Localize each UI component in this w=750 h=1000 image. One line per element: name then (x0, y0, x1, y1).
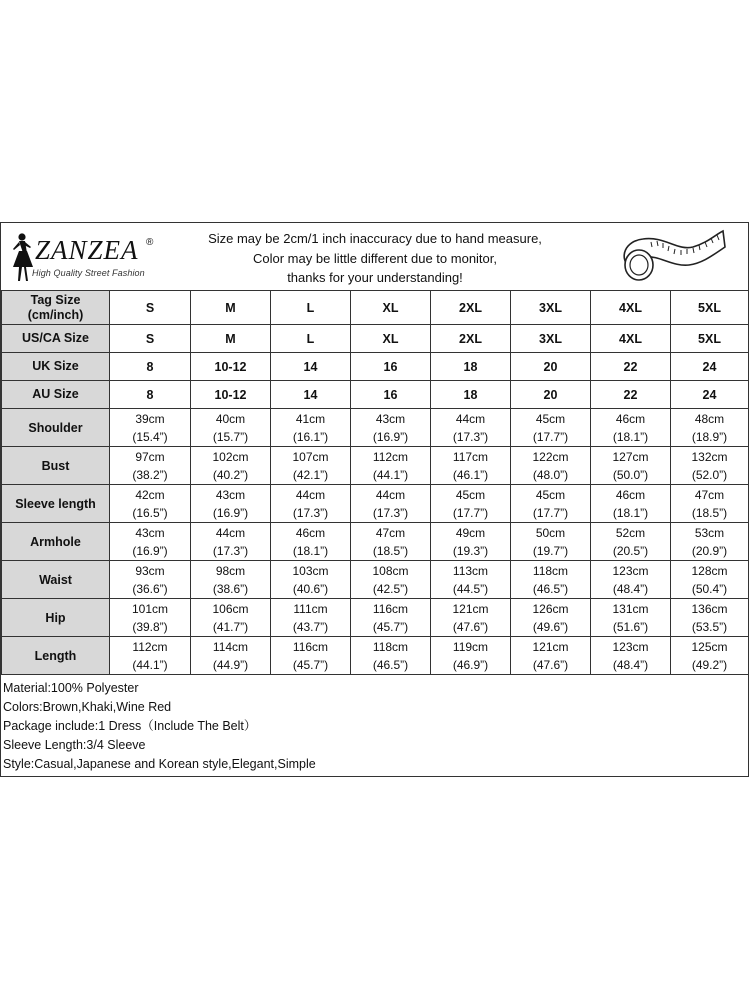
measurement-cell (191, 637, 271, 675)
cm-value: 102cm (212, 449, 249, 464)
measurement-cell (591, 485, 671, 523)
detail-style: Style:Casual,Japanese and Korean style,Elegant,Simple (3, 757, 316, 771)
measurement-cell (191, 599, 271, 637)
inch-value: (17.3”) (292, 505, 329, 520)
measurement-cell (591, 447, 671, 485)
cm-value: 46cm (615, 411, 646, 426)
measurement-cell (110, 485, 191, 523)
inch-value: (43.7”) (292, 619, 329, 634)
cm-value: 42cm (135, 487, 165, 502)
cm-value: 52cm (615, 525, 646, 540)
measurement-cell (591, 561, 671, 599)
notice-line: thanks for your understanding! (287, 270, 463, 285)
cm-value: 46cm (295, 525, 326, 540)
cm-value: 47cm (694, 487, 725, 502)
inch-value: (17.7”) (532, 505, 569, 520)
cm-value: 46cm (615, 487, 646, 502)
size-cell: 14 (271, 381, 351, 409)
inch-value: (15.4”) (132, 429, 168, 444)
inch-value: (42.5”) (372, 581, 409, 596)
detail-sleeve-length: Sleeve Length:3/4 Sleeve (3, 738, 146, 752)
measurement-cell (671, 485, 749, 523)
size-cell: 16 (351, 381, 431, 409)
inch-value: (16.9”) (212, 505, 249, 520)
measurement-cell (351, 447, 431, 485)
inch-value: (18.1”) (612, 505, 649, 520)
measurement-cell (431, 599, 511, 637)
inch-value: (46.5”) (372, 657, 409, 672)
size-cell: L (271, 325, 351, 353)
measurement-cell (271, 561, 351, 599)
size-cell: 18 (431, 381, 511, 409)
measurement-row (2, 637, 749, 675)
measurement-cell (671, 523, 749, 561)
measurement-row (2, 523, 749, 561)
inch-value: (18.1”) (292, 543, 329, 558)
row-label: Bust (2, 447, 110, 485)
cm-value: 114cm (212, 639, 249, 654)
cm-value: 123cm (612, 563, 649, 578)
measurement-cell (191, 561, 271, 599)
measurement-cell (591, 637, 671, 675)
measurement-cell (351, 637, 431, 675)
cm-value: 103cm (292, 563, 329, 578)
size-cell: L (271, 291, 351, 325)
inch-value: (45.7”) (292, 657, 329, 672)
row-label: UK Size (2, 353, 110, 381)
measurement-cell (511, 409, 591, 447)
inch-value: (19.7”) (532, 543, 569, 558)
row-label: US/CA Size (2, 325, 110, 353)
measurement-row (2, 599, 749, 637)
inch-value: (18.5”) (691, 505, 728, 520)
measurement-cell (271, 447, 351, 485)
size-cell: 4XL (591, 291, 671, 325)
cm-value: 116cm (372, 601, 409, 616)
cm-value: 123cm (612, 639, 649, 654)
cm-value: 44cm (375, 487, 406, 502)
size-cell: XL (351, 325, 431, 353)
inch-value: (50.0”) (612, 467, 649, 482)
size-cell: S (110, 325, 191, 353)
registered-mark: ® (146, 237, 154, 248)
measurement-cell (110, 637, 191, 675)
size-cell: 16 (351, 353, 431, 381)
measurement-cell (671, 409, 749, 447)
cm-value: 39cm (135, 411, 165, 426)
size-row (2, 291, 749, 325)
inch-value: (44.5”) (452, 581, 489, 596)
row-label: Hip (2, 599, 110, 637)
measurement-cell (511, 485, 591, 523)
measurement-cell (591, 599, 671, 637)
cm-value: 121cm (532, 639, 569, 654)
measurement-cell (110, 561, 191, 599)
cm-value: 97cm (135, 449, 165, 464)
size-cell: S (110, 291, 191, 325)
cm-value: 112cm (372, 449, 409, 464)
size-cell: 20 (511, 381, 591, 409)
cm-value: 126cm (532, 601, 569, 616)
measurement-cell (431, 485, 511, 523)
size-table (1, 290, 749, 675)
size-cell: 14 (271, 353, 351, 381)
measurement-cell (191, 523, 271, 561)
row-label: Sleeve length (2, 485, 110, 523)
measurement-row (2, 485, 749, 523)
size-cell: 24 (671, 381, 749, 409)
inch-value: (20.9”) (691, 543, 728, 558)
cm-value: 132cm (691, 449, 728, 464)
measurement-cell (511, 599, 591, 637)
detail-colors: Colors:Brown,Khaki,Wine Red (3, 700, 172, 714)
inch-value: (17.3”) (212, 543, 249, 558)
inch-value: (48.0”) (532, 467, 569, 482)
notice-line: Color may be little different due to monitor, (253, 250, 497, 266)
cm-value: 101cm (131, 601, 169, 616)
size-cell: 24 (671, 353, 749, 381)
inch-value: (44.1”) (372, 467, 409, 482)
measurement-cell (591, 523, 671, 561)
cm-value: 44cm (295, 487, 326, 502)
brand-tagline: High Quality Street Fashion (32, 268, 145, 278)
measurement-cell (110, 523, 191, 561)
cm-value: 47cm (375, 525, 406, 540)
measurement-cell (671, 561, 749, 599)
inch-value: (17.3”) (372, 505, 409, 520)
detail-material: Material:100% Polyester (3, 681, 139, 695)
measurement-cell (431, 523, 511, 561)
inch-value: (18.9”) (691, 429, 728, 444)
row-label: Tag Size (cm/inch) (2, 291, 110, 325)
measurement-cell (671, 447, 749, 485)
cm-value: 50cm (535, 525, 566, 540)
inch-value: (41.7”) (212, 619, 249, 634)
row-label: AU Size (2, 381, 110, 409)
size-cell: 10-12 (191, 353, 271, 381)
measurement-cell (431, 561, 511, 599)
size-row (2, 325, 749, 353)
cm-value: 45cm (535, 411, 566, 426)
row-label: Waist (2, 561, 110, 599)
cm-value: 111cm (293, 601, 328, 616)
measurement-cell (271, 599, 351, 637)
measurement-cell (271, 637, 351, 675)
measurement-cell (591, 409, 671, 447)
inch-value: (49.6”) (532, 619, 569, 634)
size-cell: 5XL (671, 325, 749, 353)
brand-name: ZANZEA (35, 235, 139, 265)
measurement-cell (511, 447, 591, 485)
inch-value: (15.7”) (212, 429, 249, 444)
cm-value: 53cm (694, 525, 725, 540)
cm-value: 118cm (532, 563, 569, 578)
inch-value: (52.0”) (691, 467, 728, 482)
inch-value: (47.6”) (452, 619, 489, 634)
measurement-cell (110, 409, 191, 447)
measurement-cell (671, 599, 749, 637)
inch-value: (19.3”) (452, 543, 489, 558)
size-cell: 20 (511, 353, 591, 381)
size-chart-header (1, 223, 748, 291)
measurement-notice (185, 229, 565, 288)
cm-value: 112cm (132, 639, 168, 654)
inch-value: (46.5”) (532, 581, 569, 596)
size-cell: 22 (591, 381, 671, 409)
inch-value: (16.9”) (372, 429, 409, 444)
row-label: Armhole (2, 523, 110, 561)
inch-value: (40.2”) (212, 467, 249, 482)
size-cell: 3XL (511, 325, 591, 353)
inch-value: (16.5”) (132, 505, 168, 520)
measurement-cell (271, 409, 351, 447)
cm-value: 117cm (452, 449, 489, 464)
inch-value: (48.4”) (612, 657, 649, 672)
inch-value: (53.5”) (691, 619, 728, 634)
cm-value: 93cm (135, 563, 165, 578)
cm-value: 107cm (292, 449, 329, 464)
size-row (2, 381, 749, 409)
cm-value: 45cm (455, 487, 486, 502)
cm-value: 125cm (691, 639, 728, 654)
inch-value: (17.3”) (452, 429, 489, 444)
cm-value: 43cm (375, 411, 406, 426)
detail-package: Package include:1 Dress（Include The Belt） (3, 719, 257, 733)
inch-value: (17.7”) (452, 505, 489, 520)
cm-value: 121cm (452, 601, 489, 616)
size-cell: 8 (110, 353, 191, 381)
inch-value: (50.4”) (691, 581, 728, 596)
measurement-cell (351, 599, 431, 637)
cm-value: 118cm (372, 639, 409, 654)
cm-value: 41cm (295, 411, 326, 426)
measurement-cell (511, 637, 591, 675)
measurement-cell (351, 523, 431, 561)
measurement-cell (431, 447, 511, 485)
size-cell: 10-12 (191, 381, 271, 409)
inch-value: (39.8”) (132, 619, 168, 634)
measurement-cell (431, 409, 511, 447)
cm-value: 116cm (292, 639, 329, 654)
measurement-cell (110, 447, 191, 485)
inch-value: (44.9”) (212, 657, 249, 672)
measurement-cell (671, 637, 749, 675)
measurement-cell (191, 409, 271, 447)
size-cell: 22 (591, 353, 671, 381)
measurement-row (2, 409, 749, 447)
inch-value: (51.6”) (612, 619, 649, 634)
cm-value: 131cm (612, 601, 649, 616)
inch-value: (36.6”) (132, 581, 168, 596)
cm-value: 127cm (612, 449, 649, 464)
cm-value: 113cm (452, 563, 489, 578)
cm-value: 43cm (135, 525, 165, 540)
measurement-cell (351, 485, 431, 523)
inch-value: (17.7”) (532, 429, 569, 444)
inch-value: (49.2”) (691, 657, 728, 672)
size-cell: 4XL (591, 325, 671, 353)
product-details (3, 679, 316, 774)
size-chart (0, 222, 749, 777)
inch-value: (16.9”) (132, 543, 168, 558)
measurement-cell (351, 561, 431, 599)
cm-value: 119cm (452, 639, 489, 654)
measurement-cell (110, 599, 191, 637)
inch-value: (40.6”) (292, 581, 329, 596)
size-cell: XL (351, 291, 431, 325)
row-label: Length (2, 637, 110, 675)
size-cell: M (191, 291, 271, 325)
inch-value: (44.1”) (132, 657, 168, 672)
size-cell: 3XL (511, 291, 591, 325)
row-label: Shoulder (2, 409, 110, 447)
measurement-cell (271, 523, 351, 561)
inch-value: (18.5”) (372, 543, 409, 558)
measurement-cell (191, 447, 271, 485)
inch-value: (38.2”) (132, 467, 168, 482)
measurement-cell (351, 409, 431, 447)
inch-value: (18.1”) (612, 429, 649, 444)
measurement-cell (191, 485, 271, 523)
cm-value: 108cm (372, 563, 409, 578)
measurement-row (2, 561, 749, 599)
cm-value: 40cm (215, 411, 246, 426)
cm-value: 48cm (694, 411, 725, 426)
inch-value: (48.4”) (612, 581, 649, 596)
inch-value: (20.5”) (612, 543, 649, 558)
size-row (2, 353, 749, 381)
measuring-tape-icon (615, 227, 727, 285)
measurement-row (2, 447, 749, 485)
brand-logo (7, 229, 177, 285)
size-cell: 18 (431, 353, 511, 381)
measurement-cell (511, 561, 591, 599)
cm-value: 44cm (215, 525, 246, 540)
inch-value: (45.7”) (372, 619, 409, 634)
cm-value: 98cm (215, 563, 246, 578)
size-cell: 5XL (671, 291, 749, 325)
inch-value: (42.1”) (292, 467, 329, 482)
cm-value: 122cm (532, 449, 569, 464)
measurement-cell (431, 637, 511, 675)
cm-value: 106cm (212, 601, 249, 616)
cm-value: 43cm (215, 487, 246, 502)
inch-value: (47.6”) (532, 657, 569, 672)
cm-value: 44cm (455, 411, 486, 426)
inch-value: (46.9”) (452, 657, 489, 672)
measurement-cell (271, 485, 351, 523)
size-cell: 2XL (431, 325, 511, 353)
size-cell: 2XL (431, 291, 511, 325)
inch-value: (16.1”) (292, 429, 329, 444)
cm-value: 49cm (455, 525, 486, 540)
inch-value: (38.6”) (212, 581, 249, 596)
notice-line: Size may be 2cm/1 inch inaccuracy due to hand measure, (208, 231, 542, 246)
cm-value: 136cm (691, 601, 728, 616)
size-cell: M (191, 325, 271, 353)
measurement-cell (511, 523, 591, 561)
cm-value: 128cm (691, 563, 728, 578)
inch-value: (46.1”) (452, 467, 489, 482)
cm-value: 45cm (535, 487, 566, 502)
size-cell: 8 (110, 381, 191, 409)
